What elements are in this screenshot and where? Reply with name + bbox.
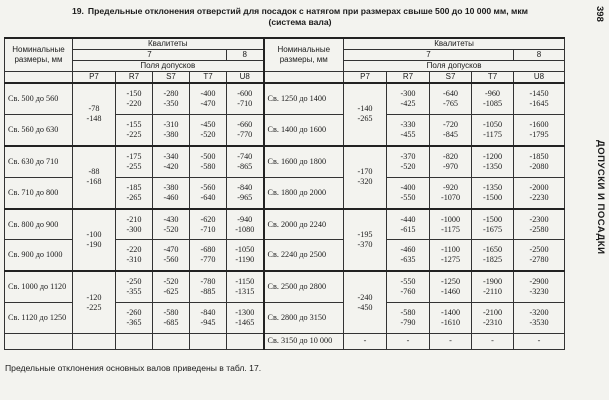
s7-cell-value: -820 xyxy=(443,151,459,161)
s7-cell-value: -1100 xyxy=(441,245,460,255)
size-range-cell: Св. 1400 до 1600 xyxy=(264,114,344,145)
r7-cell xyxy=(116,83,153,114)
s7-cell xyxy=(153,209,190,240)
r7-cell xyxy=(387,303,430,334)
u8-cell-value: -660 xyxy=(237,119,253,129)
s7-cell xyxy=(430,240,472,271)
r7-cell-value: -220 xyxy=(126,245,142,255)
p7-cell-value: -450 xyxy=(357,302,373,312)
size-range-cell: Св. 1800 до 2000 xyxy=(264,177,344,208)
u8-cell-value: -1150 xyxy=(235,277,255,287)
r7-cell-value: -250 xyxy=(126,277,142,287)
u8-cell xyxy=(514,303,565,334)
running-section-title: ДОПУСКИ И ПОСАДКИ xyxy=(595,140,606,255)
u8-cell-value: -2780 xyxy=(529,255,549,265)
r7-cell-value: -440 xyxy=(400,214,416,224)
r7-cell xyxy=(387,271,430,302)
r7-cell-value: -355 xyxy=(126,287,142,297)
s7-cell-value: -720 xyxy=(443,119,459,129)
t7-cell-value: -500 xyxy=(200,151,216,161)
p7-cell xyxy=(344,146,387,209)
table-row xyxy=(5,209,565,240)
t7-cell xyxy=(472,177,514,208)
t7-cell-value: -2310 xyxy=(482,318,503,328)
r7-cell xyxy=(387,209,430,240)
u8-cell xyxy=(227,271,264,302)
size-range-cell: Св. 1600 до 1800 xyxy=(264,146,344,177)
s7-cell-value: -625 xyxy=(163,287,179,297)
u8-cell-value: -965 xyxy=(237,192,253,202)
u8-cell xyxy=(514,146,565,177)
u8-cell xyxy=(227,114,264,145)
s7-cell-value: -470 xyxy=(163,245,179,255)
col-header-t7: T7 xyxy=(472,72,514,84)
u8-cell-value: -2080 xyxy=(529,161,549,171)
s7-cell-value: -1400 xyxy=(440,308,461,318)
r7-cell-value: -220 xyxy=(126,98,142,108)
r7-cell xyxy=(387,114,430,145)
p7-cell xyxy=(73,83,116,146)
tolerance-table xyxy=(4,37,565,350)
r7-cell xyxy=(116,146,153,177)
t7-cell xyxy=(472,209,514,240)
t7-cell-value: -1200 xyxy=(482,151,503,161)
p7-cell-value: -195 xyxy=(357,229,373,239)
r7-cell-value: -400 xyxy=(400,182,416,192)
r7-cell xyxy=(387,240,430,271)
u8-cell xyxy=(514,83,565,114)
s7-cell-value: -845 xyxy=(443,129,459,139)
r7-cell-value: -175 xyxy=(126,151,142,161)
size-range-cell: Св. 2240 до 2500 xyxy=(264,240,344,271)
header-fields-left: Поля допусков xyxy=(73,61,264,72)
table-body xyxy=(5,83,565,350)
p7-cell xyxy=(344,271,387,333)
u8-cell-value: -1850 xyxy=(529,151,549,161)
col-header-r7: R7 xyxy=(387,72,430,84)
u8-cell xyxy=(514,209,565,240)
t7-cell-value: -2100 xyxy=(482,308,503,318)
r7-cell xyxy=(387,83,430,114)
size-range-cell: Св. 3150 до 10 000 xyxy=(264,333,344,349)
t7-cell xyxy=(472,114,514,145)
s7-cell-value: -340 xyxy=(163,151,179,161)
s7-cell-value: -640 xyxy=(443,88,459,98)
u8-cell-value: -1795 xyxy=(529,129,549,139)
header-grade-8-left: 8 xyxy=(227,50,264,61)
header-blank-left xyxy=(5,72,73,84)
header-sizes-right: Номинальные размеры, мм xyxy=(264,38,344,72)
u8-cell xyxy=(227,209,264,240)
size-range-cell: Св. 710 до 800 xyxy=(5,177,73,208)
col-header-s7: S7 xyxy=(430,72,472,84)
r7-cell xyxy=(116,303,153,334)
r7-cell xyxy=(116,209,153,240)
empty-cell xyxy=(5,333,73,349)
dash-cell: - xyxy=(472,333,514,349)
u8-cell xyxy=(514,114,565,145)
caption-title: Предельные отклонения отверстий для посадок с натягом при размерах свыше 500 до 10 000 мм, мкм xyxy=(87,6,529,16)
footnote: Предельные отклонения основных валов приведены в табл. 17. xyxy=(5,363,262,373)
p7-cell xyxy=(344,209,387,272)
u8-cell-value: -865 xyxy=(237,161,253,171)
t7-cell-value: -520 xyxy=(200,129,216,139)
t7-cell-value: -470 xyxy=(200,98,216,108)
s7-cell-value: -580 xyxy=(163,308,179,318)
t7-cell xyxy=(190,83,227,114)
s7-cell xyxy=(430,271,472,302)
r7-cell-value: -580 xyxy=(400,308,416,318)
s7-cell-value: -460 xyxy=(163,192,179,202)
u8-cell-value: -1465 xyxy=(235,318,255,328)
r7-cell-value: -790 xyxy=(400,318,416,328)
r7-cell-value: -300 xyxy=(126,224,142,234)
s7-cell-value: -560 xyxy=(163,255,179,265)
u8-cell-value: -710 xyxy=(237,98,253,108)
u8-cell-value: -3530 xyxy=(529,318,549,328)
r7-cell-value: -615 xyxy=(400,224,416,234)
r7-cell-value: -255 xyxy=(126,161,142,171)
s7-cell-value: -520 xyxy=(163,224,179,234)
s7-cell-value: -380 xyxy=(163,129,179,139)
t7-cell-value: -580 xyxy=(200,161,216,171)
r7-cell-value: -330 xyxy=(400,119,416,129)
s7-cell-value: -1275 xyxy=(440,255,461,265)
u8-cell-value: -1300 xyxy=(235,308,255,318)
r7-cell xyxy=(116,240,153,271)
caption-line-2: (система вала) xyxy=(268,17,332,27)
u8-cell-value: -770 xyxy=(237,129,253,139)
u8-cell-value: -840 xyxy=(237,182,253,192)
r7-cell-value: -310 xyxy=(126,255,142,265)
r7-cell-value: -150 xyxy=(126,88,142,98)
s7-cell xyxy=(430,177,472,208)
u8-cell-value: -1050 xyxy=(235,245,255,255)
table-row xyxy=(5,333,565,349)
t7-cell xyxy=(472,271,514,302)
s7-cell-value: -1610 xyxy=(440,318,461,328)
empty-cell xyxy=(190,333,227,349)
size-range-cell: Св. 2800 до 3150 xyxy=(264,303,344,334)
s7-cell-value: -310 xyxy=(163,119,179,129)
size-range-cell: Св. 2500 до 2800 xyxy=(264,271,344,302)
p7-cell-value: -88 xyxy=(88,167,100,177)
t7-cell-value: -1050 xyxy=(482,119,503,129)
t7-cell-value: -680 xyxy=(200,245,216,255)
empty-cell xyxy=(153,333,190,349)
s7-cell-value: -1460 xyxy=(440,287,461,297)
t7-cell xyxy=(190,209,227,240)
r7-cell-value: -210 xyxy=(126,214,142,224)
t7-cell xyxy=(472,146,514,177)
s7-cell-value: -970 xyxy=(443,161,459,171)
p7-cell-value: -225 xyxy=(86,302,102,312)
s7-cell-value: -765 xyxy=(443,98,459,108)
p7-cell xyxy=(73,146,116,209)
r7-cell xyxy=(387,177,430,208)
table-row xyxy=(5,271,565,302)
r7-cell xyxy=(387,146,430,177)
u8-cell xyxy=(514,240,565,271)
p7-cell-value: -370 xyxy=(357,239,373,249)
r7-cell-value: -425 xyxy=(400,98,416,108)
t7-cell xyxy=(472,303,514,334)
t7-cell xyxy=(190,114,227,145)
s7-cell xyxy=(153,271,190,302)
col-header-t7: T7 xyxy=(190,72,227,84)
t7-cell xyxy=(190,271,227,302)
t7-cell xyxy=(190,303,227,334)
header-fields-right: Поля допусков xyxy=(344,61,565,72)
p7-cell-value: -170 xyxy=(357,167,373,177)
dash-cell: - xyxy=(430,333,472,349)
s7-cell xyxy=(153,303,190,334)
u8-cell-value: -1080 xyxy=(235,224,255,234)
s7-cell xyxy=(430,303,472,334)
u8-cell xyxy=(227,83,264,114)
s7-cell-value: -350 xyxy=(163,98,179,108)
size-range-cell: Св. 630 до 710 xyxy=(5,146,73,177)
u8-cell-value: -2230 xyxy=(529,192,549,202)
table-row xyxy=(5,83,565,114)
u8-cell-value: -2580 xyxy=(529,224,549,234)
col-header-u8: U8 xyxy=(227,72,264,84)
header-grade-7-right: 7 xyxy=(344,50,514,61)
header-grade-7-left: 7 xyxy=(73,50,227,61)
p7-cell-value: -120 xyxy=(86,292,102,302)
t7-cell-value: -620 xyxy=(200,214,216,224)
size-range-cell: Св. 2000 до 2240 xyxy=(264,209,344,240)
u8-cell-value: -940 xyxy=(237,214,253,224)
t7-cell-value: -450 xyxy=(200,119,216,129)
r7-cell-value: -455 xyxy=(400,129,416,139)
t7-cell-value: -1350 xyxy=(482,161,503,171)
p7-cell-value: -148 xyxy=(86,114,102,124)
s7-cell xyxy=(430,114,472,145)
s7-cell xyxy=(153,114,190,145)
r7-cell-value: -550 xyxy=(400,192,416,202)
r7-cell-value: -370 xyxy=(400,151,416,161)
u8-cell-value: -2900 xyxy=(529,277,549,287)
header-grades-left: Квалитеты xyxy=(73,38,264,50)
empty-cell xyxy=(116,333,153,349)
table-caption xyxy=(40,6,560,28)
p7-cell-value: -265 xyxy=(357,114,373,124)
s7-cell xyxy=(153,240,190,271)
r7-cell-value: -225 xyxy=(126,129,142,139)
col-header-r7: R7 xyxy=(116,72,153,84)
s7-cell xyxy=(430,146,472,177)
p7-cell-value: -168 xyxy=(86,177,102,187)
u8-cell-value: -2300 xyxy=(529,214,549,224)
u8-cell-value: -1600 xyxy=(529,119,549,129)
header-grades-right: Квалитеты xyxy=(344,38,565,50)
r7-cell-value: -185 xyxy=(126,182,142,192)
size-range-cell: Св. 560 до 630 xyxy=(5,114,73,145)
t7-cell-value: -1175 xyxy=(483,129,502,139)
t7-cell-value: -840 xyxy=(200,308,216,318)
header-sizes-left: Номинальные размеры, мм xyxy=(5,38,73,72)
col-header-u8: U8 xyxy=(514,72,565,84)
u8-cell-value: -1645 xyxy=(529,98,549,108)
t7-cell-value: -945 xyxy=(200,318,216,328)
empty-cell xyxy=(227,333,264,349)
u8-cell xyxy=(227,146,264,177)
t7-cell-value: -710 xyxy=(200,224,216,234)
u8-cell xyxy=(227,303,264,334)
s7-cell-value: -1070 xyxy=(440,192,461,202)
u8-cell-value: -1450 xyxy=(529,88,549,98)
s7-cell xyxy=(153,83,190,114)
p7-cell-value: -320 xyxy=(357,177,373,187)
s7-cell-value: -520 xyxy=(163,277,179,287)
u8-cell xyxy=(514,271,565,302)
table-row xyxy=(5,146,565,177)
u8-cell-value: -2000 xyxy=(529,182,549,192)
p7-cell xyxy=(344,83,387,146)
header-blank-right xyxy=(264,72,344,84)
dash-cell: - xyxy=(514,333,565,349)
t7-cell-value: -640 xyxy=(200,192,216,202)
t7-cell-value: -780 xyxy=(200,277,216,287)
t7-cell-value: -770 xyxy=(200,255,216,265)
dash-cell: - xyxy=(387,333,430,349)
r7-cell-value: -520 xyxy=(400,161,416,171)
size-range-cell: Св. 500 до 560 xyxy=(5,83,73,114)
r7-cell-value: -635 xyxy=(400,255,416,265)
r7-cell-value: -760 xyxy=(400,287,416,297)
u8-cell-value: -3230 xyxy=(529,287,549,297)
t7-cell-value: -1085 xyxy=(482,98,503,108)
u8-cell-value: -1315 xyxy=(235,287,255,297)
u8-cell-value: -1190 xyxy=(235,255,255,265)
header-grade-8-right: 8 xyxy=(514,50,565,61)
t7-cell-value: -1900 xyxy=(482,277,503,287)
s7-cell-value: -1175 xyxy=(441,224,460,234)
s7-cell-value: -380 xyxy=(163,182,179,192)
t7-cell-value: -885 xyxy=(200,287,216,297)
r7-cell-value: -155 xyxy=(126,119,142,129)
s7-cell xyxy=(430,209,472,240)
r7-cell xyxy=(116,114,153,145)
t7-cell-value: -400 xyxy=(200,88,216,98)
size-range-cell: Св. 1250 до 1400 xyxy=(264,83,344,114)
t7-cell xyxy=(190,177,227,208)
r7-cell-value: -300 xyxy=(400,88,416,98)
p7-cell-value: -100 xyxy=(86,229,102,239)
t7-cell-value: -1650 xyxy=(482,245,503,255)
u8-cell xyxy=(227,177,264,208)
u8-cell xyxy=(514,177,565,208)
t7-cell-value: -1350 xyxy=(482,182,503,192)
u8-cell-value: -3200 xyxy=(529,308,549,318)
t7-cell xyxy=(190,240,227,271)
u8-cell-value: -600 xyxy=(237,88,253,98)
s7-cell-value: -280 xyxy=(163,88,179,98)
empty-cell xyxy=(73,333,116,349)
p7-cell xyxy=(73,271,116,333)
col-header-p7: P7 xyxy=(344,72,387,84)
size-range-cell: Св. 1120 до 1250 xyxy=(5,303,73,334)
t7-cell-value: -560 xyxy=(200,182,216,192)
t7-cell xyxy=(190,146,227,177)
page-number: 398 xyxy=(594,6,605,22)
caption-number: 19. xyxy=(71,6,84,16)
r7-cell-value: -460 xyxy=(400,245,416,255)
u8-cell xyxy=(227,240,264,271)
r7-cell-value: -265 xyxy=(126,192,142,202)
s7-cell xyxy=(153,146,190,177)
r7-cell-value: -365 xyxy=(126,318,142,328)
dash-cell: - xyxy=(344,333,387,349)
t7-cell xyxy=(472,240,514,271)
r7-cell-value: -550 xyxy=(400,277,416,287)
size-range-cell: Св. 800 до 900 xyxy=(5,209,73,240)
p7-cell-value: -190 xyxy=(86,239,102,249)
p7-cell-value: -78 xyxy=(88,104,100,114)
p7-cell-value: -140 xyxy=(357,104,373,114)
caption-line-1 xyxy=(40,6,560,17)
s7-cell-value: -420 xyxy=(163,161,179,171)
size-range-cell: Св. 1000 до 1120 xyxy=(5,271,73,302)
s7-cell-value: -430 xyxy=(163,214,179,224)
s7-cell-value: -1000 xyxy=(440,214,461,224)
p7-cell xyxy=(73,209,116,272)
t7-cell-value: -2110 xyxy=(483,287,502,297)
u8-cell-value: -2500 xyxy=(529,245,549,255)
s7-cell-value: -920 xyxy=(443,182,459,192)
r7-cell xyxy=(116,271,153,302)
col-header-p7: P7 xyxy=(73,72,116,84)
t7-cell-value: -960 xyxy=(485,88,501,98)
r7-cell xyxy=(116,177,153,208)
s7-cell-value: -1250 xyxy=(440,277,461,287)
size-range-cell: Св. 900 до 1000 xyxy=(5,240,73,271)
t7-cell-value: -1500 xyxy=(482,192,503,202)
t7-cell xyxy=(472,83,514,114)
t7-cell-value: -1500 xyxy=(482,214,503,224)
col-header-s7: S7 xyxy=(153,72,190,84)
s7-cell xyxy=(430,83,472,114)
s7-cell xyxy=(153,177,190,208)
t7-cell-value: -1675 xyxy=(482,224,503,234)
t7-cell-value: -1825 xyxy=(482,255,503,265)
p7-cell-value: -240 xyxy=(357,292,373,302)
u8-cell-value: -740 xyxy=(237,151,253,161)
r7-cell-value: -260 xyxy=(126,308,142,318)
s7-cell-value: -685 xyxy=(163,318,179,328)
